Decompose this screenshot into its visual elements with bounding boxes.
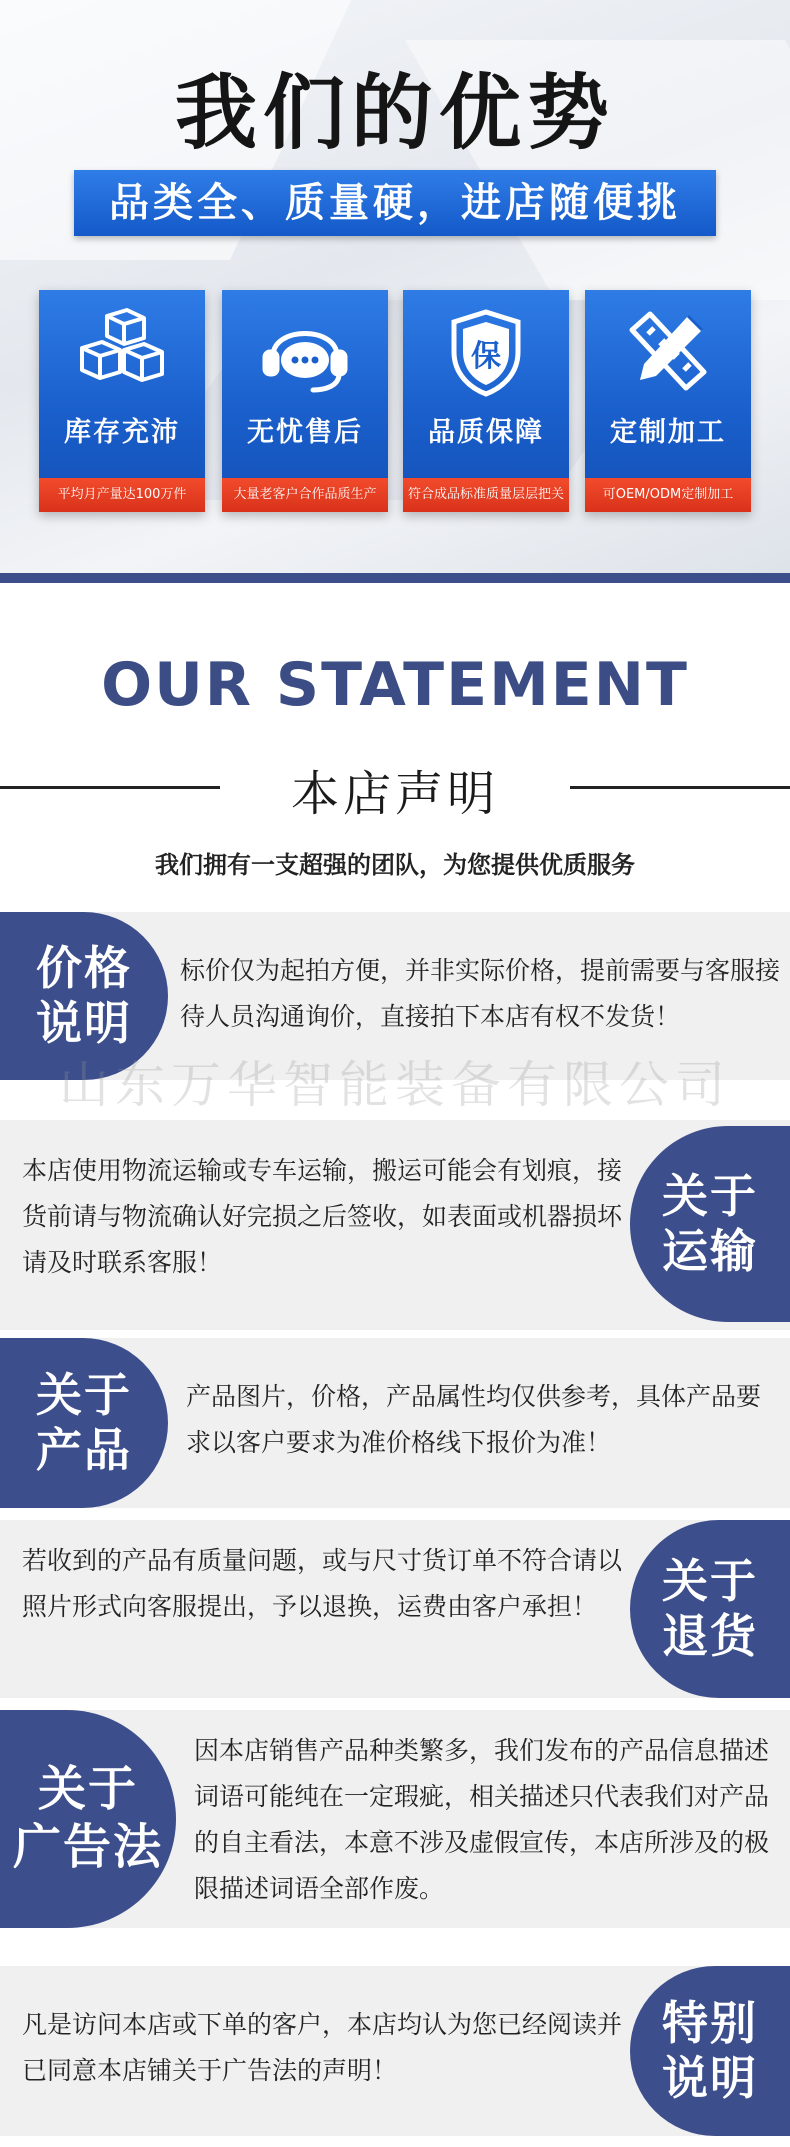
- statement-badge: 关于 产品: [0, 1338, 168, 1508]
- chat-headset-icon: [255, 308, 355, 398]
- advantages-banner: 品类全、质量硬，进店随便挑: [74, 170, 716, 236]
- statement-badge: 关于 广告法: [0, 1710, 176, 1928]
- statement-badge: 关于 运输: [630, 1126, 790, 1322]
- statement-subtitle: 本店声明: [290, 766, 499, 822]
- statement-row-ad-law: [0, 1710, 790, 1928]
- statement-text: 本店使用物流运输或专车运输，搬运可能会有划痕，接货前请与物流确认好完损之后签收，如表面或机器损坏请及时联系客服！: [22, 1156, 623, 1277]
- svg-text:保: 保: [471, 339, 501, 374]
- statement-row-shipping: [0, 1120, 790, 1330]
- card-label: 库存充沛: [64, 417, 180, 448]
- advantage-card-custom: [585, 290, 751, 512]
- advantages-section: [0, 0, 790, 580]
- statement-text: 若收到的产品有质量问题，或与尺寸货订单不符合请以照片形式向客服提出，予以退换，运费由客户承担！: [22, 1546, 623, 1621]
- statement-row-return: [0, 1520, 790, 1698]
- statement-text: 凡是访问本店或下单的客户，本店均认为您已经阅读并已同意本店铺关于广告法的声明！: [22, 2010, 623, 2085]
- statement-title: OUR STATEMENT: [101, 650, 689, 720]
- statement-badge: 特别 说明: [630, 1966, 790, 2136]
- card-subtext: 可OEM/ODM定制加工: [585, 478, 751, 512]
- advantage-card-aftersales: [222, 290, 388, 512]
- statement-row-product: [0, 1338, 790, 1508]
- statement-text: 产品图片，价格，产品属性均仅供参考，具体产品要求以客户要求为准价格线下报价为准！: [186, 1382, 762, 1457]
- card-label: 品质保障: [428, 417, 544, 448]
- card-subtext: 平均月产量达100万件: [39, 478, 205, 512]
- statement-text: 因本店销售产品种类繁多，我们发布的产品信息描述词语可能纯在一定瑕疵，相关描述只代表我们对产品的自主看法，本意不涉及虚假宣传，本店所涉及的极限描述词语全部作废。: [194, 1736, 770, 1903]
- card-label: 定制加工: [610, 417, 726, 448]
- card-label: 无忧售后: [247, 417, 363, 448]
- pencil-ruler-icon: [618, 308, 718, 398]
- section-divider: [0, 573, 790, 583]
- title-rule-left: [0, 786, 220, 789]
- statement-text: 标价仅为起拍方便，并非实际价格，提前需要与客服接待人员沟通询价，直接拍下本店有权不发货！: [180, 956, 781, 1031]
- advantage-card-stock: [39, 290, 205, 512]
- boxes-icon: [72, 308, 172, 398]
- statement-badge: 价格 说明: [0, 912, 168, 1080]
- card-subtext: 大量老客户合作品质生产: [222, 478, 388, 512]
- statement-row-special: [0, 1966, 790, 2136]
- statement-tagline: 我们拥有一支超强的团队，为您提供优质服务: [155, 851, 635, 879]
- advantage-card-quality: [403, 290, 569, 512]
- card-subtext: 符合成品标准质量层层把关: [403, 478, 569, 512]
- watermark-text: 山东万华智能装备有限公司: [59, 1056, 731, 1114]
- title-rule-right: [570, 786, 790, 789]
- statement-badge: 关于 退货: [630, 1520, 790, 1698]
- advantages-title: 我们的优势: [174, 66, 615, 161]
- shield-bao-icon: [436, 308, 536, 398]
